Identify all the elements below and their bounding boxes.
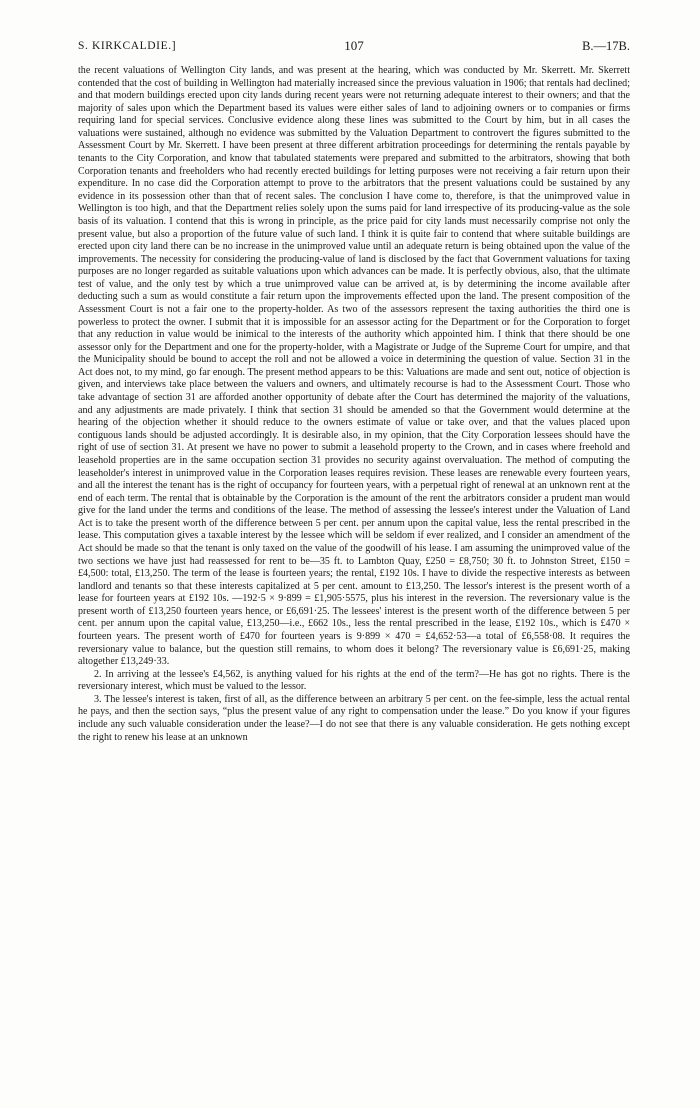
page-number: 107	[344, 38, 364, 53]
paragraph-question-3: 3. The lessee's interest is taken, first of all, as the difference between an arbitrary 5 per cent. on the fee-simple, less the actual rental he pays, and then the section says, “plus the present value of any right to compensation under the lease.” Do you know if your figures include any such valuable consideration under the lease?—I do not see that there is any valuable consideration. He gets nothing except the right to renew his lease at an unknown	[78, 693, 630, 743]
document-reference: B.—17B.	[582, 39, 630, 53]
paragraph-continued-testimony: the recent valuations of Wellington City lands, and was present at the hearing, which was conducted by Mr. Skerrett. Mr. Skerrett contended that the cost of building in Wellington had materially increased since the previous valuation in 1906; that rentals had declined; and that modern buildings erected upon city lands during recent years were not returning adequate interest to their owners; and that the majority of sales upon which the Department based its values were either sales of land to adjoining owners or to companies or firms requiring land for special services. Conclusive evidence along these lines was submitted to the Court by him, but in all cases the valuations were sustained, although no evidence was submitted by the Valuation Department to controvert the figures submitted to the Assessment Court by Mr. Skerrett. I have been present at three different arbitration proceedings for determining the rentals payable by tenants to the City Corporation, and know that tabulated statements were prepared and submitted to the arbitrators, showing that both Corporation tenants and freeholders who had recently erected buildings for letting purposes were not receiving a fair return upon their expenditure. In no case did the Corporation attempt to prove to the arbitrators that the present valuations could be sustained by any evidence in its possession other than that of recent sales. The conclusion I have come to, therefore, is that the unimproved value in Wellington is too high, and that the Department relies solely upon the sums paid for land irrespective of its producing-value as the sole basis of its valuation. I contend that this is wrong in principle, as the price paid for city lands must necessarily comprise not only the present value, but also a proportion of the future value of such land. I think it is quite fair to contend that where suitable buildings are erected upon city land there can be no increase in the unimproved value until an adequate return is being obtained upon the value of the improvements. The necessity for considering the producing-value of land is disclosed by the fact that Government valuations for taxing purposes are no longer regarded as suitable valuations upon which advances can be made. It is perfectly obvious, also, that the ultimate test of value, and the only test by which a true unimproved value can be arrived at, is by determining the income available after deducting such a sum as would constitute a fair return upon the improvements effected upon the land. The present composition of the Assessment Court is not a fair one to the property-holder. As two of the assessors represent the taxing authorities the third one is powerless to protect the owner. I submit that it is impossible for an assessor acting for the Department or for the Corporation to forget that any reduction in value would be inimical to the interests of the authority which appointed him. I think that there should be one assessor only for the Department and one for the property-holder, with a Magistrate or Judge of the Supreme Court for umpire, and that the Municipality should be bound to accept the roll and not be allowed a voice in determining the question of value. Section 31 in the Act does not, to my mind, go far enough. The present method appears to be this: Valuations are made and sent out, notice of objection is given, and interviews take place between the valuers and owners, and ultimately recourse is had to the Assessment Court. Those who take advantage of section 31 are afforded another opportunity of debate after the Court has determined the majority of the valuations, and any adjustments are made privately. I think that section 31 should be amended so that the Government would determine at the hearing of the objection whether it should reduce to the owners estimate of value or take over, and that the values placed upon contiguous lands should be adjusted accordingly. It is desirable also, in my opinion, that the City Corporation lessees should have the right of use of section 31. At present we have no power to submit a leasehold property to the Crown, and in cases where freehold and leasehold properties are in the same occupation section 31 provides no security against overvaluation. The method of computing the leaseholder's interest in unimproved value in the Corporation leases requires revision. These leases are renewable every fourteen years, and all the interest the tenant has is the right of occupancy for fourteen years, with a perpetual right of renewal at an unknown rent at the end of each term. The rental that is obtainable by the Corporation is the amount of the rent the arbitrators consider a prudent man would give for the land under the terms and conditions of the lease. The method of assessing the lessee's interest under the Valuation of Land Act is to take the present worth of the difference between 5 per cent. per annum upon the capital value, less the rental prescribed in the lease. This computation gives a taxable interest by the lessee which will be seldom if ever realized, and I consider an amendment of the Act should be made so that the tenant is only taxed on the value of the goodwill of his lease. I am assuming the unimproved value of the two sections we have just had reassessed for rent to be—35 ft. to Lambton Quay, £250 = £8,750; 30 ft. to Johnston Street, £150 = £4,500: total, £13,250. The term of the lease is fourteen years; the rental, £192 10s. I have to divide the respective interests as between landlord and tenants so that these interests capitalized at 5 per cent. amount to £13,250. The lessor's interest is the present worth of a lease for fourteen years at £192 10s. —192·5 × 9·899 = £1,905·5575, plus his interest in the reversion. The reversionary value is the present worth of £13,250 fourteen years hence, or £6,691·25. The lessees' interest is the present worth of the difference between 5 per cent. per annum upon the capital value, £13,250—i.e., £662 10s., less the rental prescribed in the lease, £192 10s., which is £470 × fourteen years. The present worth of £470 for fourteen years is 9·899 × 470 = £4,652·53—a total of £6,558·08. It requires the reversionary value to balance, but the question still remains, to whom does it belong? The reversionary value is £6,691·25, making altogether £13,249·33.	[78, 65, 630, 668]
body-text	[78, 65, 630, 744]
paragraph-question-2: 2. In arriving at the lessee's £4,562, is anything valued for his rights at the end of the term?—He has got no rights. There is the reversionary interest, which must be valued to the lessor.	[78, 668, 630, 693]
page-header	[78, 38, 630, 54]
running-head-witness: S. KIRKCALDIE.]	[78, 40, 177, 52]
